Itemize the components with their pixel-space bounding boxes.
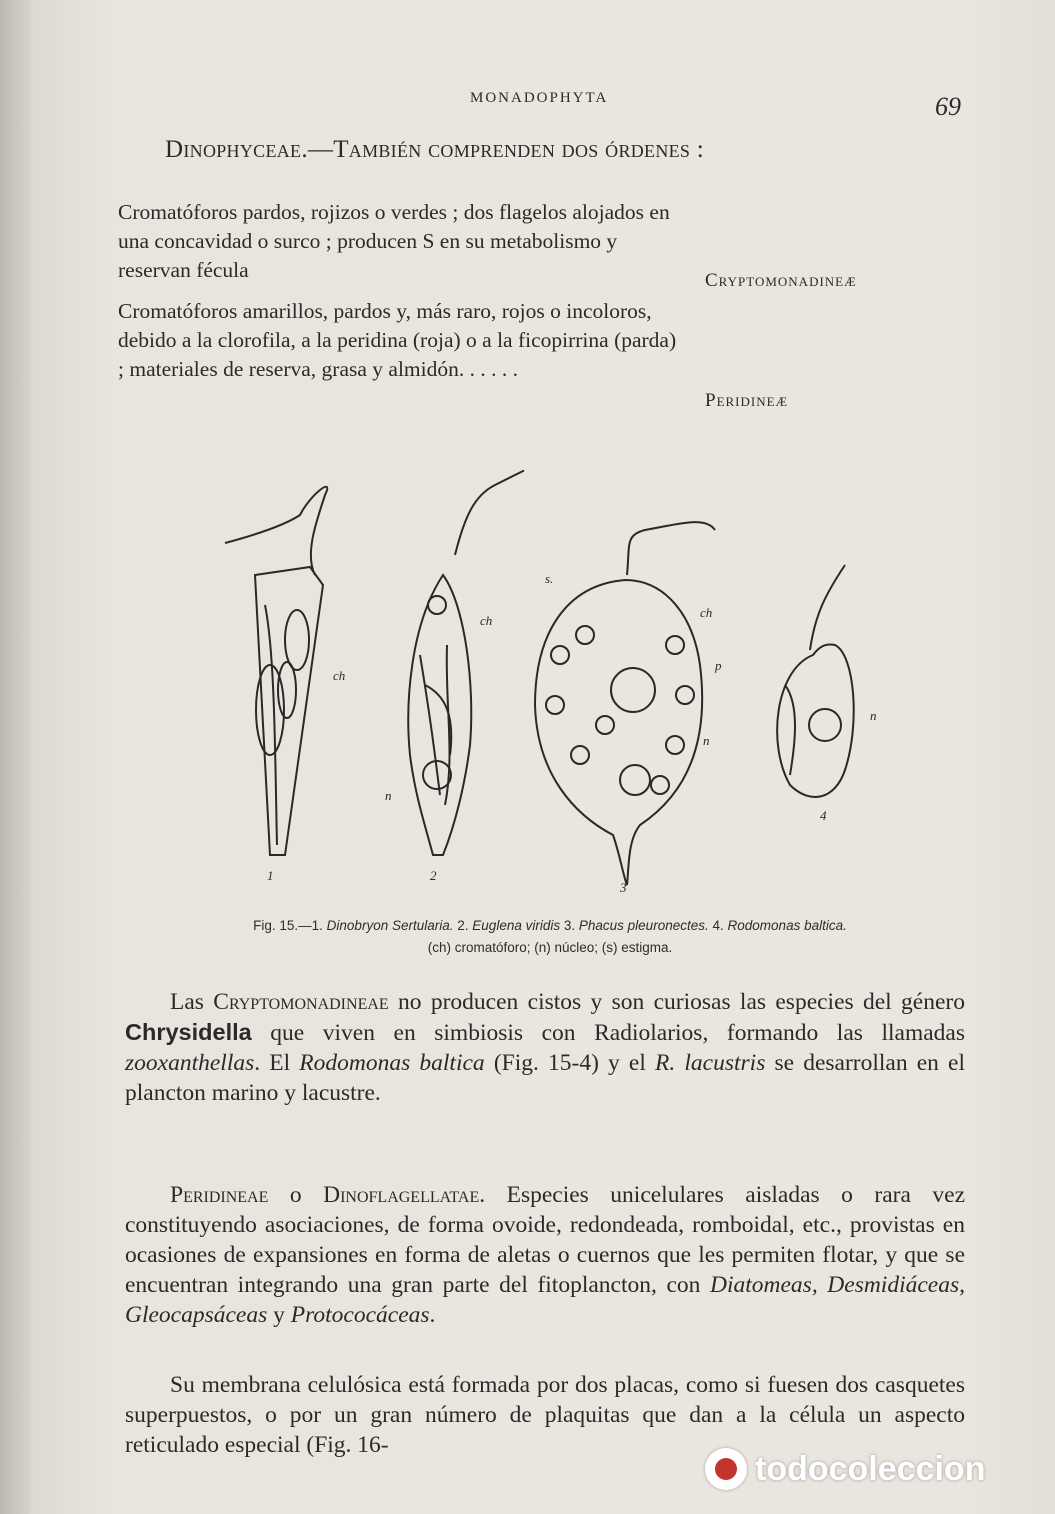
figure-number-3: 3 (620, 880, 627, 895)
paragraph-peridineae (125, 1180, 965, 1330)
figure-number-2: 2 (430, 868, 437, 883)
p1-a: Las (170, 989, 204, 1015)
label-n-4: n (870, 708, 877, 723)
caption-line-1 (120, 915, 980, 937)
p2-dinoflagellatae: Dinoflagellatae (323, 1182, 480, 1208)
book-spine (0, 0, 30, 1514)
p2-f: y (273, 1302, 285, 1328)
watermark-text: todocoleccion (755, 1449, 986, 1488)
p1-c: no producen cistos y son curiosas las especies del género (398, 989, 965, 1015)
key-entry-2-text: Cromatóforos amarillos, pardos y, más raro, rojos o incoloros, debido a la clorofila, a la peridina (roja) o a la ficopirrina (parda) ; materiales de reserva, grasa y almidón. . . . . . (118, 299, 677, 381)
figure-number-1: 1 (267, 868, 274, 883)
section-heading: Dinophyceae.—También comprenden dos órdenes : (165, 136, 705, 163)
watermark (705, 1448, 985, 1490)
euglena-drawing (408, 471, 523, 855)
rodomonas-drawing (777, 565, 854, 797)
p1-i: (Fig. 15-4) y el (493, 1050, 646, 1076)
dinobryon-drawing (225, 487, 327, 855)
caption-item-2: Euglena viridis (472, 918, 561, 933)
running-head: MONADOPHYTA (470, 90, 609, 106)
p1-zooxanthellas: zooxanthellas (125, 1050, 255, 1076)
figure-number-4: 4 (820, 808, 827, 823)
caption-item-4: Rodomonas baltica. (727, 918, 847, 933)
caption-item-4-num: 4. (712, 918, 724, 933)
caption-item-3: Phacus pleuronectes. (578, 918, 709, 933)
page-number: 69 (935, 92, 961, 121)
figure-caption (120, 915, 980, 959)
caption-item-3-num: 3. (563, 918, 576, 933)
p1-chrysidella: Chrysidella (125, 1019, 252, 1045)
key-entry-2 (118, 297, 678, 384)
caption-line-2: (ch) cromatóforo; (n) núcleo; (s) estigma. (427, 940, 673, 955)
p1-e: que viven en simbiosis con Radiolarios, formando las llamadas (270, 1020, 965, 1046)
label-n-3: n (703, 733, 710, 748)
key-entry-1-taxon: Cryptomonadineæ (705, 270, 857, 291)
p1-k: se desarrollan en el plancton marino y lacustre. (125, 1050, 966, 1106)
key-entry-1 (118, 198, 678, 285)
figure-15-illustration (215, 455, 895, 895)
label-p: p (715, 658, 722, 673)
p2-diatomeas: Diatomeas, Desmidiáceas, Gleocapsáceas (125, 1272, 965, 1328)
key-entry-2-taxon: Peridineæ (705, 390, 789, 411)
p1-lacustris: R. lacustris (655, 1050, 766, 1076)
caption-item-2-num: 2. (457, 918, 469, 933)
caption-prefix: Fig. 15.—1. (253, 918, 323, 933)
p1-g: . El (254, 1050, 291, 1076)
paragraph-membrana: Su membrana celulósica está formada por dos placas, como si fuesen dos casquetes superpuestos, o por un gran número de plaquitas que dan a la célula un aspecto reticulado especial (Fig. 16- (125, 1372, 965, 1458)
caption-item-1: Dinobryon Sertularia. (326, 918, 454, 933)
label-ch-3: ch (700, 605, 713, 620)
p1-cryptomonadineae: Cryptomonadineae (213, 989, 389, 1015)
watermark-logo-icon (705, 1448, 747, 1490)
phacus-drawing (535, 522, 715, 885)
p1-rodomonas: Rodomonas baltica (299, 1050, 485, 1076)
p2-h: . (429, 1302, 436, 1328)
label-ch-1: ch (333, 668, 346, 683)
p2-d: . Especies unicelulares aisladas o rara vez constituyendo asociaciones, de forma ovoide, redondeada, romboidal, etc., provistas en ocasiones de expansiones en forma de aletas o cuernos que les permiten flotar, y que se encuentran integrando una gran parte del fitoplancton, con (125, 1182, 966, 1298)
key-entry-1-text: Cromatóforos pardos, rojizos o verdes ; dos flagelos alojados en una concavidad o surco ; producen S en su metabolismo y reservan fécula (118, 200, 670, 282)
label-ch-2: ch (480, 613, 493, 628)
p2-peridineae: Peridineae (170, 1182, 269, 1208)
paragraph-cryptomonadineae (125, 987, 965, 1108)
p2-b: o (289, 1182, 302, 1208)
label-s: s. (545, 571, 554, 586)
label-n-2: n (385, 788, 392, 803)
p2-protococaceas: Protococáceas (290, 1302, 430, 1328)
